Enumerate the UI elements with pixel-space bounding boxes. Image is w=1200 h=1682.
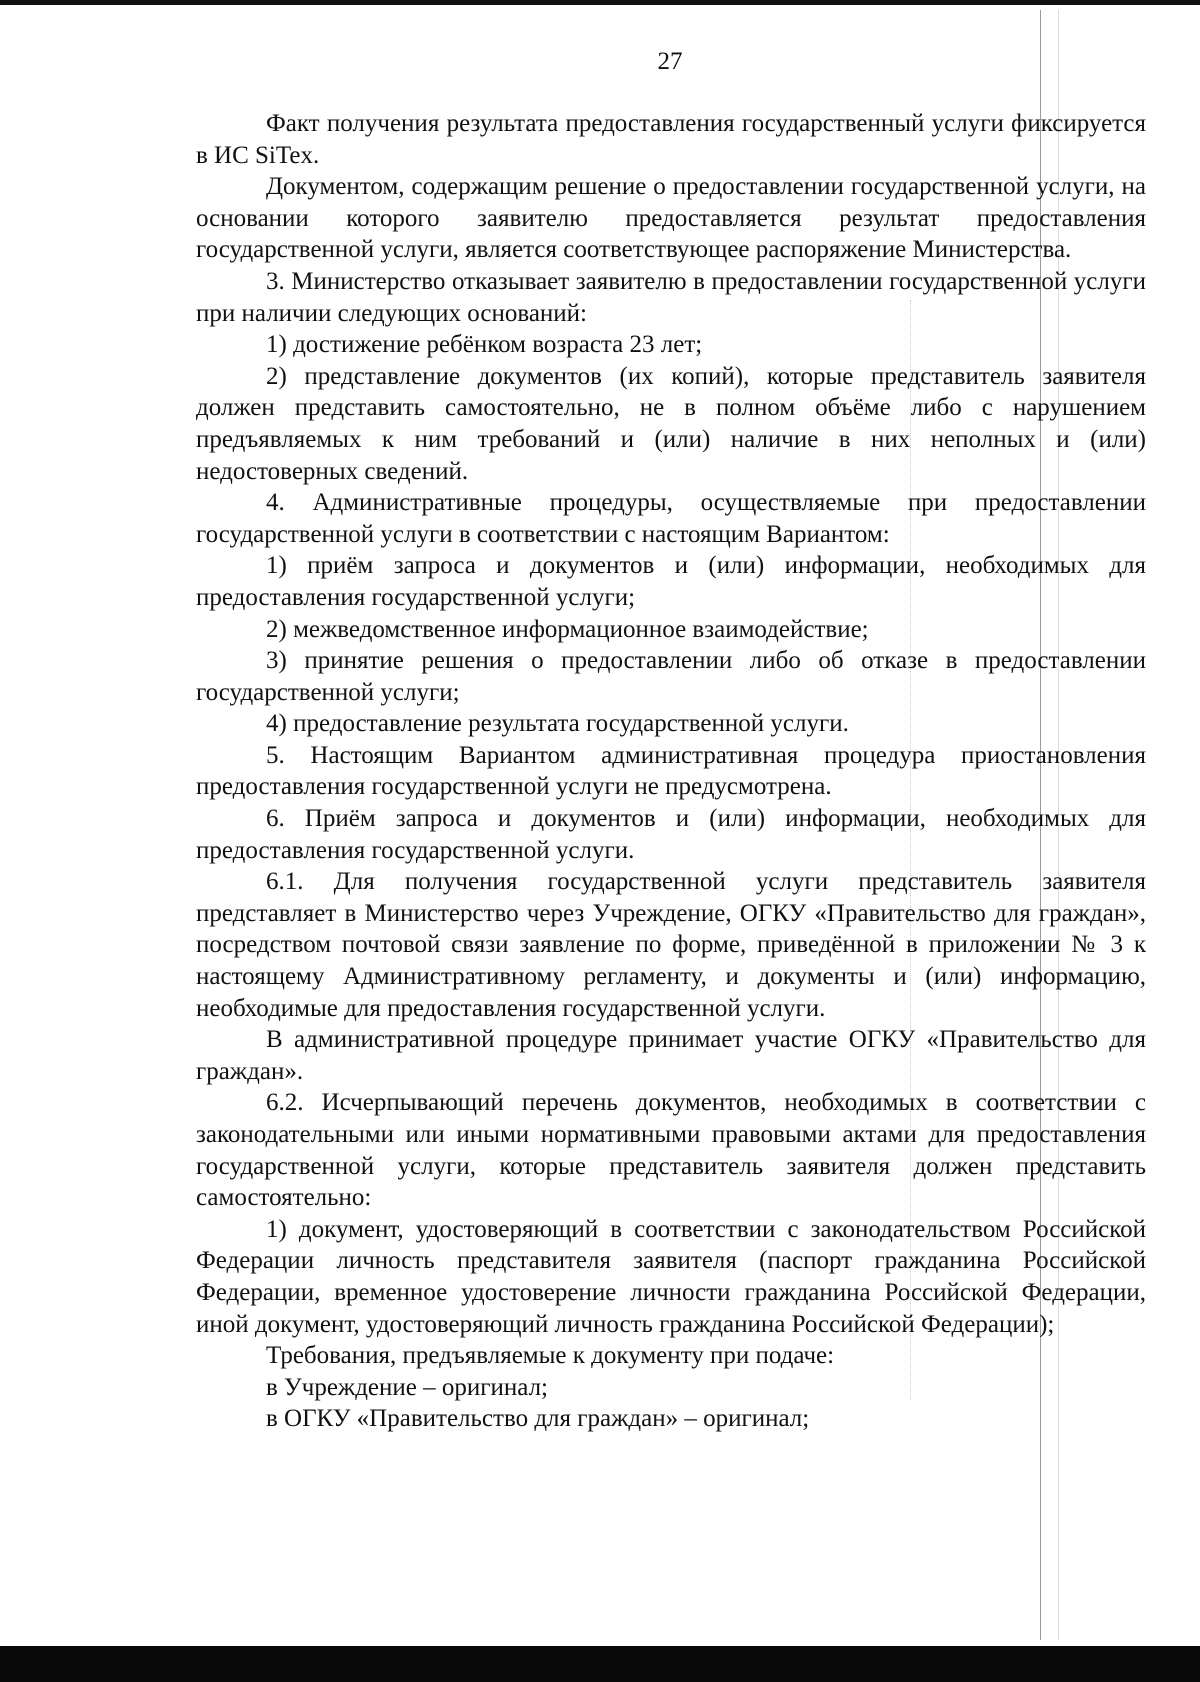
paragraph: 2) представление документов (их копий), которые представитель заявителя должен представить самостоятельно, не в полном объёме либо с нарушением предъявляемых к ним требований и (или) наличие в них неполных и (или) недостоверных сведений. [196, 362, 1146, 485]
scan-bottom-border [0, 1646, 1200, 1682]
paragraph: 1) документ, удостоверяющий в соответствии с законодательством Российской Федерации личность представителя заявителя (паспорт гражданина Российской Федерации, временное удостоверение личности гражданина Российской Федерации, иной документ, удостоверяющий личность гражданина Российской Федерации); [196, 1215, 1146, 1338]
paragraph: 3. Министерство отказывает заявителю в предоставлении государственной услуги при наличии следующих оснований: [196, 267, 1146, 327]
paragraph: 5. Настоящим Вариантом административная процедура приостановления предоставления государственной услуги не предусмотрена. [196, 741, 1146, 801]
paragraph: 6.2. Исчерпывающий перечень документов, необходимых в соответствии с законодательными или иными нормативными правовыми актами для предоставления государственной услуги, которые представитель заявителя должен представить самостоятельно: [196, 1089, 1146, 1212]
paragraph: Документом, содержащим решение о предоставлении государственной услуги, на основании которого заявителю предоставляется результат предоставления государственной услуги, является соответствующее распоряжение Министерства. [196, 173, 1146, 264]
paragraph: Требования, предъявляемые к документу при подаче: [266, 1342, 835, 1370]
paragraph: 3) принятие решения о предоставлении либо об отказе в предоставлении государственной услуги; [196, 647, 1146, 706]
paragraph: 1) достижение ребёнком возраста 23 лет; [266, 331, 703, 359]
paragraph: 6.1. Для получения государственной услуги представитель заявителя представляет в Министерство через Учреждение, ОГКУ «Правительство для граждан», посредством почтовой связи заявление по форме, приведённой в приложении № 3 к настоящему Административному регламенту, и документы и (или) информацию, необходимые для предоставления государственной услуги. [196, 868, 1146, 1022]
paragraph: Факт получения результата предоставления государственный услуги фиксируется в ИС SiTex. [196, 110, 1146, 169]
paragraph: в Учреждение – оригинал; [266, 1373, 548, 1401]
paragraph: 1) приём запроса и документов и (или) информации, необходимых для предоставления государственной услуги; [196, 552, 1146, 611]
paragraph: 6. Приём запроса и документов и (или) информации, необходимых для предоставления государственной услуги. [196, 805, 1146, 864]
paragraph: в ОГКУ «Правительство для граждан» – оригинал; [266, 1405, 810, 1433]
document-body [196, 108, 1146, 1435]
scan-top-border [0, 0, 1200, 5]
paragraph: 2) межведомственное информационное взаимодействие; [266, 615, 869, 643]
paragraph: 4) предоставление результата государственной услуги. [266, 710, 849, 738]
page-number: 27 [657, 48, 683, 75]
paragraph: 4. Административные процедуры, осуществляемые при предоставлении государственной услуги в соответствии с настоящим Вариантом: [196, 489, 1146, 548]
paragraph: В административной процедуре принимает участие ОГКУ «Правительство для граждан». [196, 1026, 1146, 1085]
